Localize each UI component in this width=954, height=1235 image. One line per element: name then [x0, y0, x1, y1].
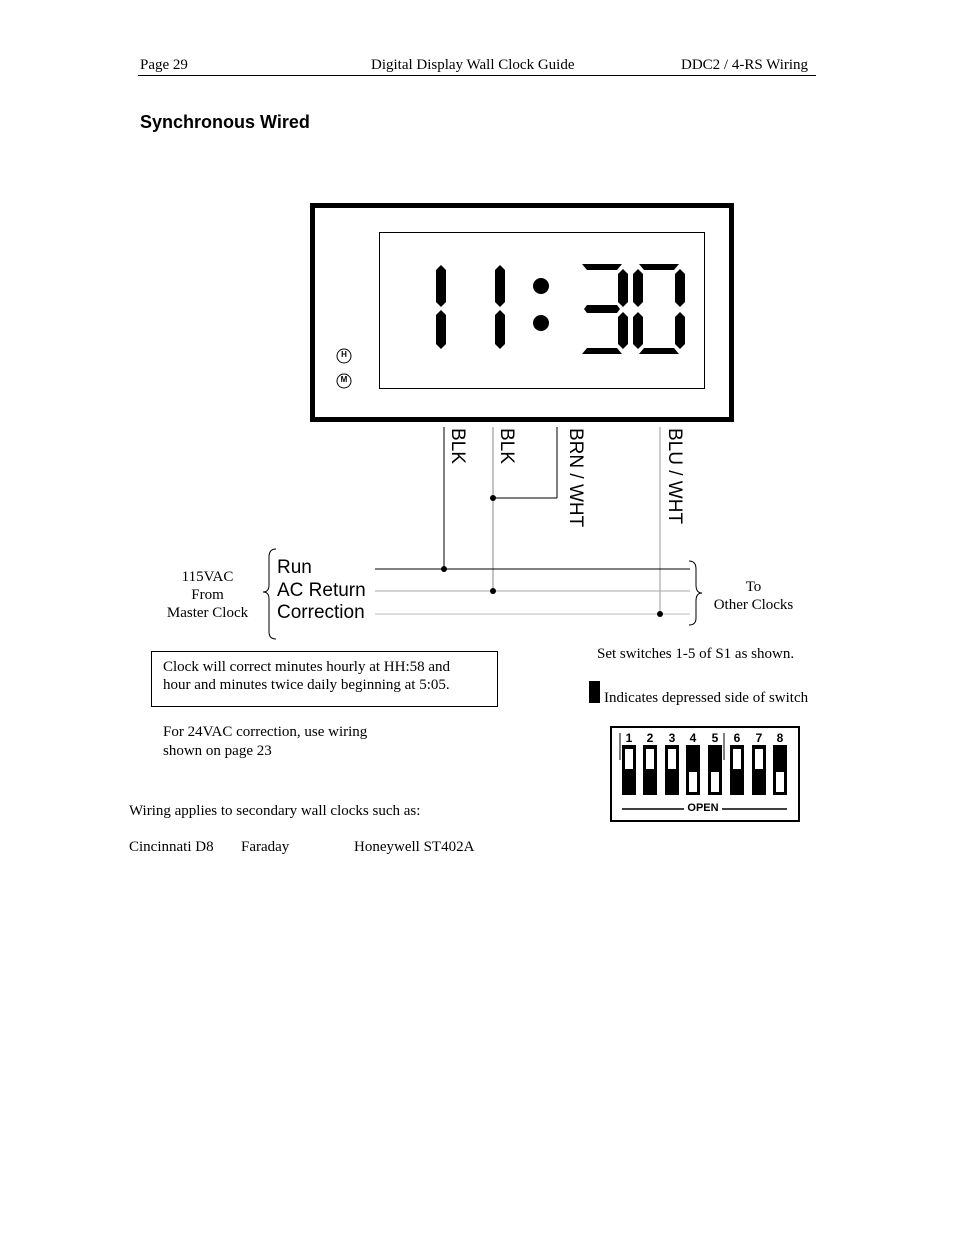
section-title: Synchronous Wired — [140, 112, 310, 132]
digit-0-segment — [639, 348, 679, 354]
dip-switch-number: 7 — [755, 731, 763, 745]
wire-label-brn-wht: BRN / WHT — [565, 428, 586, 528]
dip-switch-number: 4 — [689, 731, 697, 745]
digit-0-segment — [675, 269, 685, 307]
digit-3-segment — [584, 305, 620, 313]
dip-switch-number: 6 — [733, 731, 741, 745]
time-digits — [436, 264, 685, 354]
dip-switch-number: 3 — [668, 731, 676, 745]
24vac-note-line-1: For 24VAC correction, use wiring — [163, 724, 368, 740]
left-brace — [263, 549, 276, 639]
dip-switch-lever-7 — [755, 749, 763, 769]
clock-display-window — [380, 233, 705, 389]
dip-switch-number: 8 — [776, 731, 784, 745]
destination-line-2: Other Clocks — [713, 597, 794, 613]
switch-instruction: Set switches 1-5 of S1 as shown. — [597, 646, 795, 662]
applies-to-text: Wiring applies to secondary wall clocks such as: — [129, 803, 421, 819]
hour-button-label: H — [341, 350, 347, 359]
dip-switch-lever-2 — [646, 749, 654, 769]
dip-switch-lever-6 — [733, 749, 741, 769]
destination-line-1: To — [745, 579, 762, 595]
junction-dot — [490, 588, 496, 594]
digit-3-segment — [582, 264, 622, 270]
source-label — [160, 568, 255, 622]
digit-2-segment — [495, 310, 505, 349]
digit-0-segment — [675, 312, 685, 349]
junction-dot — [441, 566, 447, 572]
source-line-2: From — [191, 587, 224, 603]
wire-label-blk-2: BLK — [496, 428, 517, 464]
note-line-2: hour and minutes twice daily beginning at 5:05. — [163, 677, 450, 693]
colon-dot — [533, 315, 549, 331]
dip-switch-number: 2 — [646, 731, 654, 745]
dip-switch-lever-3 — [668, 749, 676, 769]
model-cincinnati: Cincinnati D8 — [129, 839, 214, 855]
dip-switch-number: 5 — [711, 731, 719, 745]
dip-switch-open-label: OPEN — [687, 802, 719, 814]
document-title: Digital Display Wall Clock Guide — [371, 57, 575, 73]
dip-switch-number: 1 — [625, 731, 633, 745]
digit-0-segment — [639, 264, 679, 270]
digit-2-segment — [495, 265, 505, 307]
24vac-note-line-2: shown on page 23 — [163, 743, 272, 759]
clock-housing — [313, 206, 732, 420]
digit-3-segment — [618, 312, 628, 349]
colon-dot — [533, 278, 549, 294]
junction-dot — [490, 495, 496, 501]
destination-label — [706, 578, 801, 614]
junction-dot — [657, 611, 663, 617]
note-line-1: Clock will correct minutes hourly at HH:58 and — [163, 659, 451, 675]
model-faraday: Faraday — [241, 839, 290, 855]
digit-0-segment — [633, 312, 643, 349]
dip-switch-lever-5 — [711, 772, 719, 792]
digit-3-segment — [582, 348, 622, 354]
model-honeywell: Honeywell ST402A — [354, 839, 475, 855]
legend-swatch — [589, 681, 600, 703]
dip-switch-lever-1 — [625, 749, 633, 769]
page-number: Page 29 — [140, 57, 188, 73]
digit-1-segment — [436, 310, 446, 349]
24vac-note — [163, 723, 367, 761]
digit-3-segment — [618, 269, 628, 307]
dip-switch-lever-4 — [689, 772, 697, 792]
signal-ac-return: AC Return — [277, 580, 366, 601]
digit-1-segment — [436, 265, 446, 307]
legend-text: Indicates depressed side of switch — [604, 690, 809, 706]
wire-label-blu-wht: BLU / WHT — [664, 428, 685, 525]
source-line-3: Master Clock — [166, 605, 249, 621]
minute-button-label: M — [340, 375, 348, 384]
right-brace — [689, 561, 702, 625]
source-line-1: 115VAC — [181, 569, 234, 585]
digit-0-segment — [633, 269, 643, 307]
signal-run: Run — [277, 557, 312, 578]
section-name: DDC2 / 4-RS Wiring — [681, 57, 809, 73]
correction-schedule-note — [151, 651, 498, 707]
wire-label-blk-1: BLK — [447, 428, 468, 464]
signal-correction: Correction — [277, 602, 365, 623]
dip-switch-lever-8 — [776, 772, 784, 792]
